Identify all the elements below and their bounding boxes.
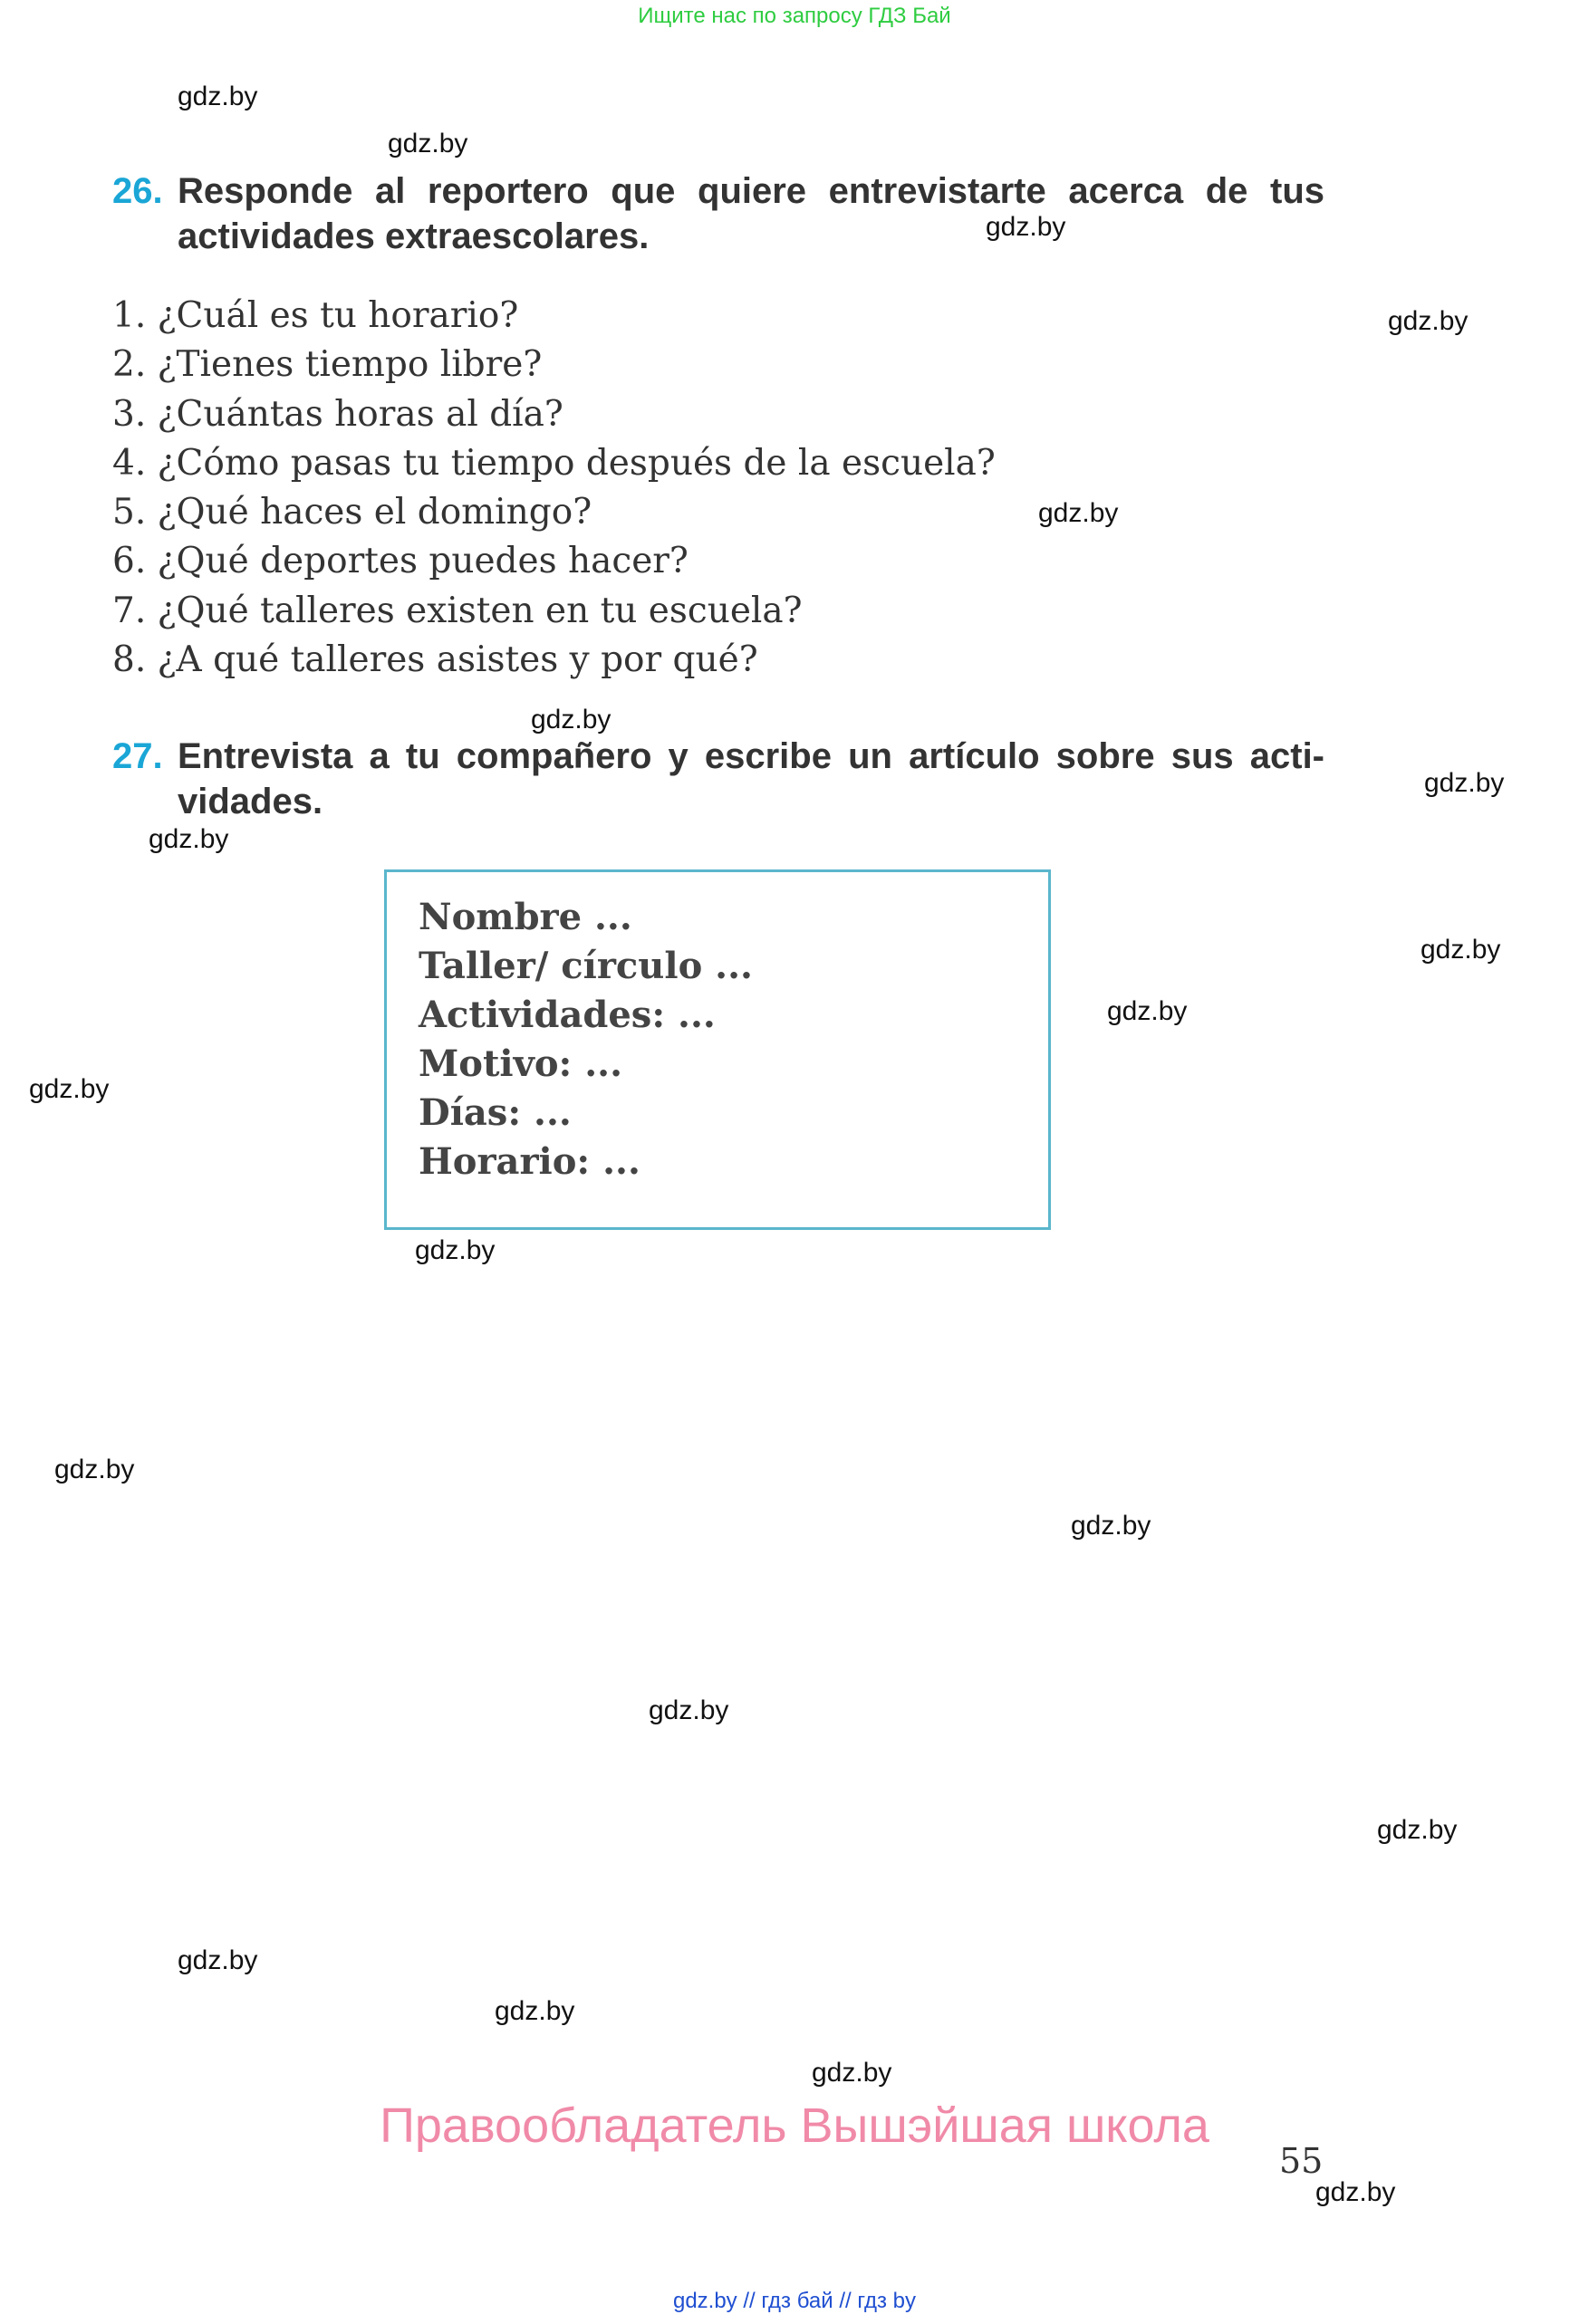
form-line-taller: Taller/ círculo ...	[419, 945, 753, 987]
exercise-26-instruction: Responde al reportero que quiere entrevistarte acerca de tus actividades extraescolares.	[178, 171, 1324, 256]
watermark: gdz.by	[812, 2058, 892, 2088]
question-item: 2. ¿Tienes tiempo libre?	[112, 344, 543, 386]
footer-links[interactable]: gdz.by // гдз бай // гдз by	[672, 2289, 917, 2313]
question-item: 6. ¿Qué deportes puedes hacer?	[112, 541, 689, 582]
watermark: gdz.by	[1315, 2177, 1396, 2207]
watermark: gdz.by	[149, 824, 229, 854]
top-banner: Ищите нас по запросу ГДЗ Бай	[638, 4, 951, 28]
watermark: gdz.by	[531, 705, 612, 735]
watermark: gdz.by	[649, 1695, 729, 1725]
watermark: gdz.by	[495, 1996, 575, 2026]
watermark: gdz.by	[1388, 306, 1469, 336]
page-number: 55	[1279, 2141, 1324, 2181]
watermark: gdz.by	[178, 82, 258, 111]
exercise-27-heading	[112, 734, 1324, 824]
watermark: gdz.by	[415, 1235, 496, 1265]
watermark: gdz.by	[54, 1455, 135, 1484]
exercise-26-question-list	[112, 292, 996, 685]
exercise-26-heading	[112, 168, 1324, 259]
form-line-actividades: Actividades: ...	[419, 994, 716, 1036]
question-item: 1. ¿Cuál es tu horario?	[112, 295, 519, 336]
watermark: gdz.by	[29, 1074, 110, 1104]
watermark: gdz.by	[388, 129, 468, 158]
form-line-dias: Días: ...	[419, 1091, 572, 1134]
question-item: 3. ¿Cuántas horas al día?	[112, 393, 563, 435]
question-item: 7. ¿Qué talleres existen en tu escuela?	[112, 590, 803, 631]
interview-form-lines	[419, 893, 753, 1186]
watermark: gdz.by	[986, 212, 1066, 242]
form-line-horario: Horario: ...	[419, 1140, 640, 1183]
watermark: gdz.by	[1038, 498, 1119, 528]
watermark: gdz.by	[1107, 996, 1188, 1026]
watermark: gdz.by	[1377, 1815, 1458, 1845]
form-line-nombre: Nombre ...	[419, 896, 632, 938]
watermark: gdz.by	[1424, 768, 1505, 798]
watermark: gdz.by	[1071, 1511, 1151, 1541]
question-item: 5. ¿Qué haces el domingo?	[112, 492, 592, 533]
question-item: 8. ¿A qué talleres asistes y por qué?	[112, 639, 758, 681]
exercise-27-instruction: Entrevista a tu compañero y escribe un artículo sobre sus acti-vidades.	[178, 736, 1324, 821]
watermark: gdz.by	[178, 1945, 258, 1975]
exercise-27-number: 27.	[112, 736, 163, 776]
watermark: gdz.by	[1420, 935, 1501, 965]
copyright-notice: Правообладатель Вышэйшая школа	[380, 2098, 1209, 2153]
exercise-26-number: 26.	[112, 171, 163, 211]
form-line-motivo: Motivo: ...	[419, 1042, 623, 1085]
question-item: 4. ¿Cómo pasas tu tiempo después de la escuela?	[112, 442, 996, 484]
